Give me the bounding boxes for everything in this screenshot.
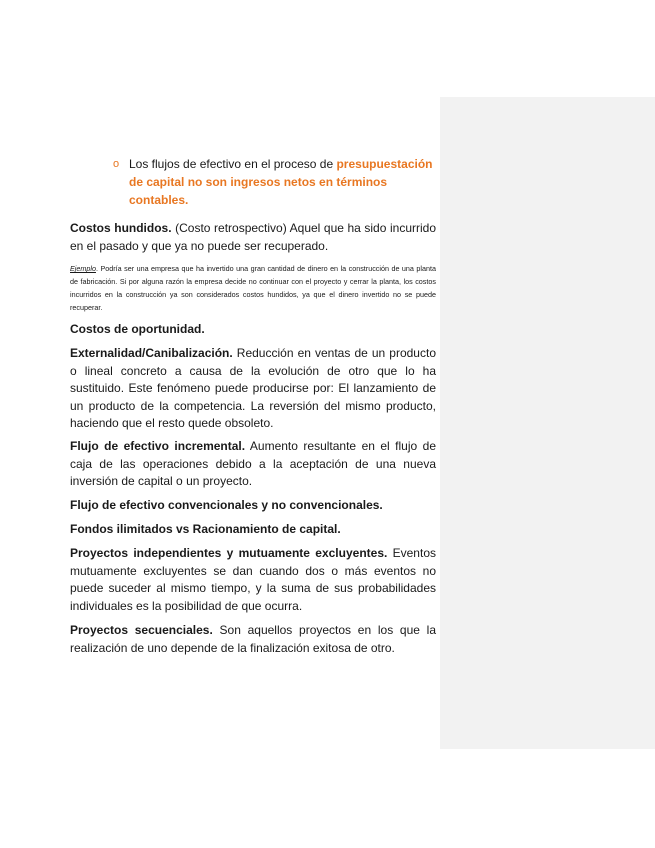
proyectos-independientes-body: Eventos mutuamente excluyentes se dan cuando dos o más eventos no puede suceder al mismo tiempo, y la suma de sus probabilidades individuales es la posibilidad de que ocurra. xyxy=(70,546,436,613)
costos-oportunidad-title: Costos de oportunidad. xyxy=(70,322,205,336)
flujo-incremental-body: Aumento resultante en el flujo de caja de las operaciones debido a la aceptación de una nueva inversión de capital o un proyecto. xyxy=(70,439,436,488)
flujo-convencional-title: Flujo de efectivo convencionales y no convencionales. xyxy=(70,498,383,512)
bullet-highlight: presupuestación de capital no son ingresos netos en términos contables. xyxy=(129,157,433,207)
paragraph-costos-hundidos xyxy=(70,220,436,255)
externalidad-title: Externalidad/Canibalización. xyxy=(70,346,233,360)
costos-hundidos-body: (Costo retrospectivo) Aquel que ha sido incurrido en el pasado y que ya no puede ser recuperado. xyxy=(70,221,436,253)
bullet-marker: o xyxy=(113,158,120,170)
paragraph-flujo-convencional xyxy=(70,497,436,515)
paragraph-costos-oportunidad xyxy=(70,321,436,339)
paragraph-ejemplo xyxy=(70,262,436,314)
fondos-title: Fondos ilimitados vs Racionamiento de capital. xyxy=(70,522,341,536)
bullet-text: Los flujos de efectivo en el proceso de xyxy=(129,157,337,171)
paragraph-fondos xyxy=(70,521,436,539)
externalidad-body: Reducción en ventas de un producto o lineal concreto a causa de la evolución de otro que lo ha sustituido. Este fenómeno puede producirse por: El lanzamiento de un producto de la competencia. La reversión del mismo producto, haciendo que el resto quede obsoleto. xyxy=(70,346,436,430)
paragraph-proyectos-secuenciales xyxy=(70,622,436,657)
comment-pane xyxy=(440,97,655,749)
paragraph-externalidad xyxy=(70,345,436,433)
paragraph-flujo-incremental xyxy=(70,438,436,491)
proyectos-secuenciales-title: Proyectos secuenciales. xyxy=(70,623,213,637)
paragraph-proyectos-independientes xyxy=(70,545,436,615)
proyectos-secuenciales-body: Son aquellos proyectos en los que la realización de uno depende de la finalización exitosa de otro. xyxy=(70,623,436,655)
flujo-incremental-title: Flujo de efectivo incremental. xyxy=(70,439,246,453)
ejemplo-body: . Podría ser una empresa que ha invertido una gran cantidad de dinero en la construcción de una planta de fabricación. Si por alguna razón la empresa decide no continuar con el proyecto y cerrar la planta, los costos incurridos en la construcción ya son considerados costos hundidos, ya que el dinero invertido no se puede recuperar. xyxy=(70,264,436,312)
bullet-item xyxy=(113,155,443,209)
ejemplo-label: Ejemplo xyxy=(70,264,96,273)
proyectos-independientes-title: Proyectos independientes y mutuamente excluyentes. xyxy=(70,546,388,560)
costos-hundidos-title: Costos hundidos. xyxy=(70,221,172,235)
